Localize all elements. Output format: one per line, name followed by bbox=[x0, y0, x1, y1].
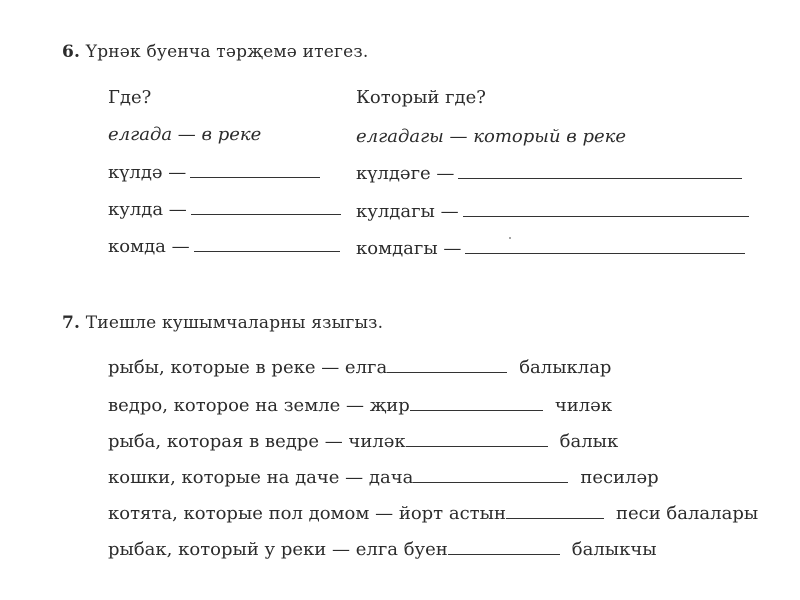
table-row-left bbox=[108, 236, 340, 258]
exercise-6-number: 6. bbox=[62, 42, 81, 62]
word-label: күлдә — bbox=[108, 162, 187, 183]
list-item bbox=[108, 395, 612, 417]
phrase: рыба, которая в ведре — чиләк bbox=[108, 431, 406, 452]
answer-blank[interactable] bbox=[410, 396, 543, 411]
phrase: рыбы, которые в реке — елга bbox=[108, 357, 388, 378]
table-row-left bbox=[108, 162, 320, 184]
exercise-7-title: Тиешле кушымчаларны языгыз. bbox=[85, 313, 384, 333]
page-margin bbox=[0, 0, 34, 600]
answer-blank[interactable] bbox=[387, 358, 507, 373]
answer-blank[interactable] bbox=[413, 468, 568, 483]
example-left: елгада — в реке bbox=[108, 124, 262, 145]
word-label: кулдагы — bbox=[356, 201, 459, 222]
word-label: кулда — bbox=[108, 199, 187, 220]
tatar-word: балыкчы bbox=[571, 539, 657, 560]
exercise-7-number: 7. bbox=[62, 313, 81, 333]
tatar-word: песи балалары bbox=[615, 503, 759, 524]
word-label: комдагы — bbox=[356, 238, 462, 259]
answer-blank[interactable] bbox=[406, 432, 548, 447]
print-speck bbox=[509, 237, 511, 239]
example-right: елгадагы — который в реке bbox=[356, 126, 627, 147]
tatar-word: балыклар bbox=[519, 357, 612, 378]
answer-blank[interactable] bbox=[448, 540, 560, 555]
phrase: ведро, которое на земле — җир bbox=[108, 395, 410, 416]
phrase: котята, которые пол домом — йорт астын bbox=[108, 503, 506, 524]
exercise-6-title: Үрнәк буенча тәрҗемә итегез. bbox=[85, 42, 369, 62]
answer-blank[interactable] bbox=[458, 164, 742, 179]
table-row-left bbox=[108, 199, 341, 221]
word-label: күлдәге — bbox=[356, 163, 455, 184]
table-row-right bbox=[356, 163, 742, 185]
list-item bbox=[108, 467, 659, 489]
answer-blank[interactable] bbox=[190, 163, 320, 178]
column-header-where: Где? bbox=[108, 87, 152, 108]
answer-blank[interactable] bbox=[191, 200, 341, 215]
list-item bbox=[108, 357, 611, 379]
list-item bbox=[108, 503, 758, 525]
answer-blank[interactable] bbox=[463, 202, 749, 217]
phrase: рыбак, который у реки — елга буен bbox=[108, 539, 448, 560]
answer-blank[interactable] bbox=[506, 504, 604, 519]
answer-blank[interactable] bbox=[465, 239, 745, 254]
tatar-word: балык bbox=[559, 431, 619, 452]
table-row-right bbox=[356, 201, 749, 223]
tatar-word: песиләр bbox=[580, 467, 659, 488]
table-row-right bbox=[356, 238, 745, 260]
exercise-7-heading bbox=[62, 313, 383, 333]
column-header-which-where: Который где? bbox=[356, 87, 486, 108]
tatar-word: чиләк bbox=[554, 395, 613, 416]
phrase: кошки, которые на даче — дача bbox=[108, 467, 414, 488]
exercise-6-heading bbox=[62, 42, 368, 62]
list-item bbox=[108, 431, 618, 453]
list-item bbox=[108, 539, 657, 561]
answer-blank[interactable] bbox=[194, 237, 340, 252]
word-label: комда — bbox=[108, 236, 190, 257]
